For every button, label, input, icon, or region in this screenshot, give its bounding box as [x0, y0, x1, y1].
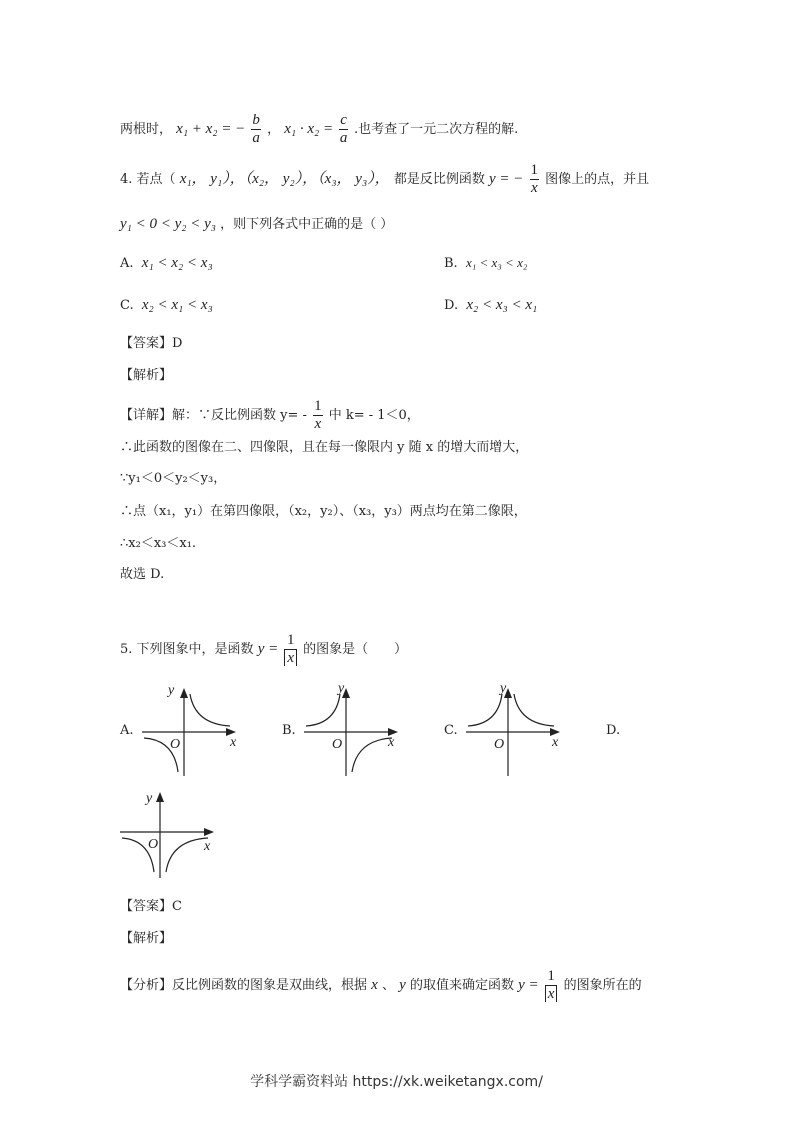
- x-label: x: [552, 735, 559, 750]
- origin-label: O: [332, 737, 343, 752]
- q5-fraction: $\frac{1}{x}$: [284, 632, 297, 667]
- y-arrow: [180, 688, 188, 698]
- q5-option-c-label[interactable]: C.: [444, 723, 458, 738]
- graph-d[interactable]: [118, 788, 228, 888]
- q4-detail-line5: ∴x₂＜x₃＜x₁.: [120, 536, 197, 551]
- curve-q2: [468, 694, 502, 726]
- q4-points: x₁， y₁），（x₂， y₂），（x₃， y₃），: [179, 171, 390, 187]
- graph-c[interactable]: [464, 680, 574, 780]
- answer-tag: 【答案】: [120, 336, 173, 351]
- curve-q2: [306, 694, 340, 726]
- q4-stem-line2: y₁ < 0 < y₂ < y₃ ，则下列各式中正确的是（ ）: [120, 216, 394, 232]
- q5-stem: 5. 下列图象中，是函数 y = $\frac{1}{x}$ 的图象是（ ）: [120, 632, 408, 666]
- q5-option-b-label[interactable]: B.: [282, 723, 296, 738]
- curve-q1: [190, 694, 230, 726]
- q4-detail-line2: ∴此函数的图像在二、四像限，且在每一像限内 y 随 x 的增大而增大，: [120, 440, 529, 455]
- footer-watermark: 学科学霸资料站 https://xk.weiketangx.com/: [250, 1074, 543, 1090]
- q4-answer: [120, 332, 182, 351]
- x-arrow: [204, 828, 214, 836]
- q4-detail-line3: ∵y₁＜0＜y₂＜y₃，: [120, 471, 227, 486]
- fraction-c-over-a: $\frac{c}{a}$: [339, 112, 348, 146]
- q4-condition: y₁ < 0 < y₂ < y₃: [120, 216, 216, 232]
- x-label: x: [388, 735, 395, 750]
- q4-detail-fraction: $\frac{1}{x}$: [314, 398, 322, 432]
- q4-option-a[interactable]: A. x₁ < x₂ < x₃: [120, 255, 213, 271]
- product-formula: x₁ · x₂ =: [284, 121, 334, 137]
- q4-detail-line1: 【详解】解：∵反比例函数 y= - $\frac{1}{x}$ 中 k= - 1＜0，: [120, 398, 420, 432]
- origin-label: O: [148, 837, 159, 852]
- q5-option-a-label[interactable]: A.: [120, 723, 134, 738]
- q4-detail-line6: 故选 D.: [120, 567, 165, 582]
- y-label: y: [338, 681, 345, 696]
- y-label: y: [146, 791, 153, 806]
- q4-function: y = −: [488, 171, 524, 187]
- q5-answer: [120, 895, 182, 914]
- answer-value: C: [172, 899, 182, 914]
- q4-option-b[interactable]: B. x₁ < x₃ < x₂: [444, 255, 528, 271]
- intro-text-2: .也考查了一元二次方程的解.: [354, 122, 519, 137]
- origin-label: O: [494, 737, 505, 752]
- answer-tag: 【答案】: [120, 899, 173, 914]
- q5-function: y =: [257, 641, 279, 657]
- y-label: y: [168, 683, 175, 698]
- graph-a[interactable]: [140, 680, 250, 780]
- y-label: y: [500, 681, 507, 696]
- x-label: x: [204, 839, 211, 854]
- intro-line: 两根时， x₁ + x₂ = − $\frac{b}{a}$ ， x₁ · x₂ = $\frac{c}{a}$ .也考查了一元二次方程的解.: [120, 112, 519, 146]
- intro-text-1: 两根时，: [120, 122, 173, 137]
- q4-fraction: $\frac{1}{x}$: [530, 162, 539, 196]
- q4-option-d[interactable]: D. x₂ < x₃ < x₁: [444, 297, 538, 313]
- fraction-b-over-a: $\frac{b}{a}$: [252, 112, 260, 146]
- q5-analysis-tag: 【解析】: [120, 931, 173, 946]
- curve-q1: [514, 694, 554, 726]
- graph-b[interactable]: [302, 680, 412, 780]
- q5-option-d-label[interactable]: D.: [606, 723, 621, 738]
- q4-stem-line1: 4. 若点（ x₁， y₁），（x₂， y₂），（x₃， y₃）， 都是反比例函数 y = − $\frac{1}{x}$ 图像上的点，并且: [120, 162, 650, 196]
- origin-label: O: [170, 737, 181, 752]
- curve-q4: [166, 838, 208, 872]
- answer-value: D: [172, 336, 183, 351]
- q4-detail-line4: ∴点（x₁，y₁）在第四像限，（x₂，y₂）、（x₃，y₃）两点均在第二像限，: [120, 504, 527, 519]
- curve-q4: [352, 738, 392, 772]
- y-arrow: [156, 792, 164, 802]
- sum-formula: x₁ + x₂ = −: [176, 121, 246, 137]
- q5-analysis-fraction: $\frac{1}{x}$: [545, 968, 558, 1003]
- q4-option-c[interactable]: C. x₂ < x₁ < x₃: [120, 297, 213, 313]
- x-label: x: [230, 735, 237, 750]
- q5-analysis-line: 【分析】反比例函数的图象是双曲线，根据 x 、 y 的取值来确定函数 y = $\frac{1}{x}$ 的图象所在的: [120, 968, 642, 1002]
- q4-analysis-tag: 【解析】: [120, 368, 173, 383]
